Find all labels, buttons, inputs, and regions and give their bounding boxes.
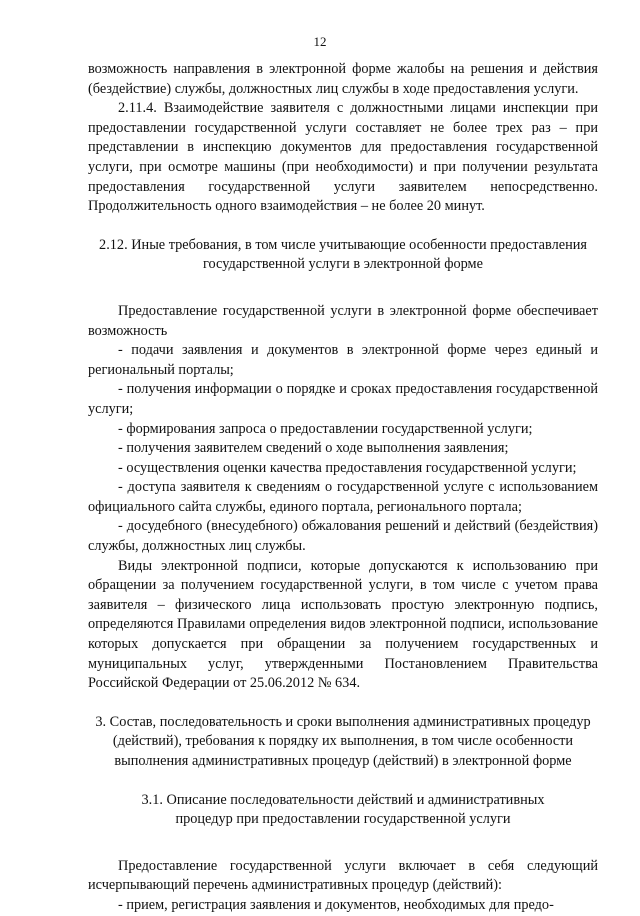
paragraph-5: Предоставление государственной услуги включает в себя следующий исчерпывающий перечень административных процедур (действий): (88, 857, 598, 894)
list-item: - доступа заявителя к сведениям о государственной услуге с использованием официального сайта службы, единого портала, регионального портала; (88, 479, 598, 515)
paragraph-2: 2.11.4. Взаимодействие заявителя с должностными лицами инспекции при предоставлении государственной услуги составляет не более трех раз – при представлении в инспекцию документов для предоставления государственной услуги, при осмотре машины (при необходимости) и при получении результата предоставления государственной услуги заявителем непосредственно. Продолжительность одного взаимодействия – не более 20 минут. (88, 100, 598, 215)
list-item: - получения заявителем сведений о ходе выполнения заявления; (118, 440, 509, 457)
paragraph-1: возможность направления в электронной форме жалобы на решения и действия (бездействие) службы, должностных лиц службы в ходе предоставления услуги. (88, 61, 598, 97)
section-heading-2-12: 2.12. Иные требования, в том числе учитывающие особенности предоставления государственной услуги в электронной форме (99, 236, 587, 273)
section-heading-3-1: 3.1. Описание последовательности действий и административных процедур при предоставлении государственной услуги (141, 791, 545, 828)
document-body (88, 60, 598, 916)
paragraph-3: Предоставление государственной услуги в электронной форме обеспечивает возможность (88, 302, 598, 339)
paragraph-6: - прием, регистрация заявления и документов, необходимых для предо- (118, 896, 554, 913)
list-item: - осуществления оценки качества предоставления государственной услуги; (118, 459, 577, 476)
list-item: - получения информации о порядке и сроках предоставления государственной услуги; (88, 381, 598, 417)
list-item: - формирования запроса о предоставлении государственной услуги; (118, 420, 533, 437)
page-number: 12 (313, 34, 327, 49)
paragraph-4: Виды электронной подписи, которые допускаются к использованию при обращении за получением государственной услуги, в том числе с учетом права заявителя – физического лица использовать простую электронную подпись, определяются Правилами определения видов электронной подписи, использование которых допускается при обращении за получением государственных и муниципальных услуг, утвержденными Постановлением Правительства Российской Федерации от 25.06.2012 № 634. (88, 557, 598, 692)
section-heading-3: 3. Состав, последовательность и сроки выполнения административных процедур (действий), требования к порядку их выполнения, в том числе особенности выполнения административных процедур (действий) в электронной форме (95, 713, 591, 769)
list-item: - досудебного (внесудебного) обжалования решений и действий (бездействия) службы, должностных лиц службы. (88, 518, 598, 555)
list-item: - подачи заявления и документов в электронной форме через единый и региональный порталы; (88, 342, 598, 378)
